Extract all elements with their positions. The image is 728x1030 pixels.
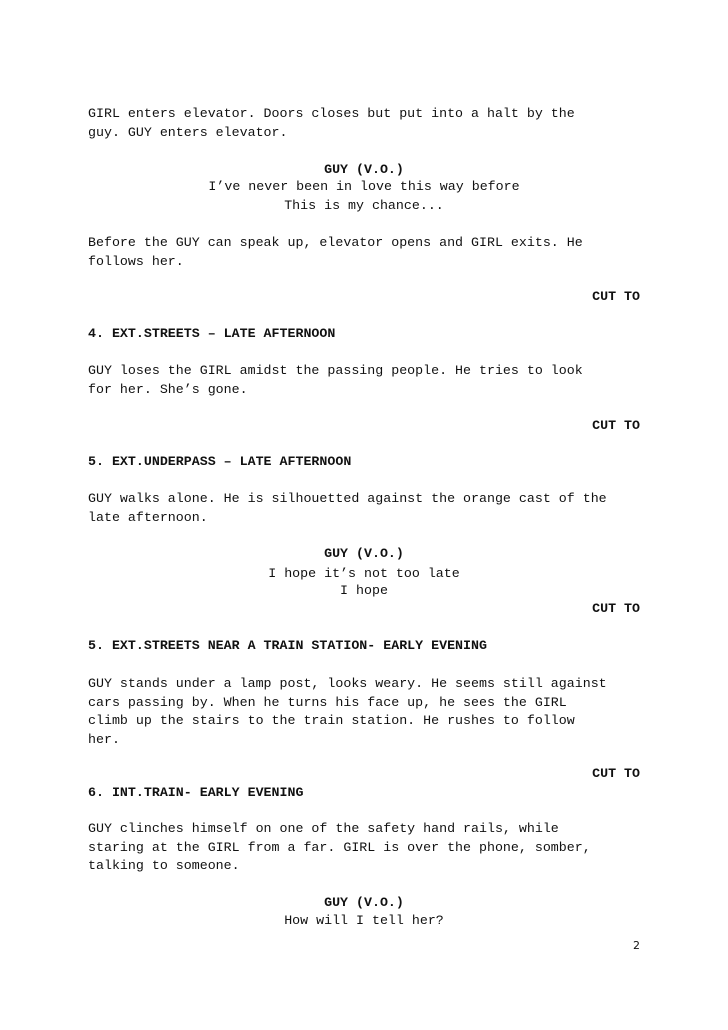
dialogue-line: This is my chance... bbox=[284, 198, 444, 213]
scene-heading: 5. EXT.STREETS NEAR A TRAIN STATION- EARLY EVENING bbox=[88, 638, 487, 653]
action-line: GUY stands under a lamp post, looks weary. He seems still against bbox=[88, 676, 607, 691]
action-line: late afternoon. bbox=[88, 510, 208, 525]
action-line: talking to someone. bbox=[88, 858, 240, 873]
action-line: GIRL enters elevator. Doors closes but put into a halt by the bbox=[88, 106, 575, 121]
action-line: follows her. bbox=[88, 254, 184, 269]
dialogue-line: I hope bbox=[340, 583, 388, 598]
page-number: 2 bbox=[633, 939, 640, 952]
dialogue-line: I’ve never been in love this way before bbox=[208, 179, 520, 194]
transition-cut-to: CUT TO bbox=[592, 766, 640, 781]
action-line: guy. GUY enters elevator. bbox=[88, 125, 288, 140]
action-line: GUY clinches himself on one of the safety hand rails, while bbox=[88, 821, 559, 836]
character-cue: GUY (V.O.) bbox=[324, 895, 404, 910]
action-line: Before the GUY can speak up, elevator opens and GIRL exits. He bbox=[88, 235, 583, 250]
scene-heading: 4. EXT.STREETS – LATE AFTERNOON bbox=[88, 326, 336, 341]
character-cue: GUY (V.O.) bbox=[324, 546, 404, 561]
scene-heading: 5. EXT.UNDERPASS – LATE AFTERNOON bbox=[88, 454, 352, 469]
transition-cut-to: CUT TO bbox=[592, 418, 640, 433]
character-cue: GUY (V.O.) bbox=[324, 162, 404, 177]
action-line: GUY walks alone. He is silhouetted against the orange cast of the bbox=[88, 491, 607, 506]
action-line: cars passing by. When he turns his face up, he sees the GIRL bbox=[88, 695, 567, 710]
action-line: staring at the GIRL from a far. GIRL is over the phone, somber, bbox=[88, 840, 591, 855]
action-line: GUY loses the GIRL amidst the passing people. He tries to look bbox=[88, 363, 583, 378]
action-line: climb up the stairs to the train station. He rushes to follow bbox=[88, 713, 575, 728]
action-line: for her. She’s gone. bbox=[88, 382, 248, 397]
transition-cut-to: CUT TO bbox=[592, 601, 640, 616]
dialogue-line: I hope it’s not too late bbox=[268, 566, 460, 581]
scene-heading: 6. INT.TRAIN- EARLY EVENING bbox=[88, 785, 304, 800]
action-line: her. bbox=[88, 732, 120, 747]
transition-cut-to: CUT TO bbox=[592, 289, 640, 304]
dialogue-line: How will I tell her? bbox=[284, 913, 444, 928]
